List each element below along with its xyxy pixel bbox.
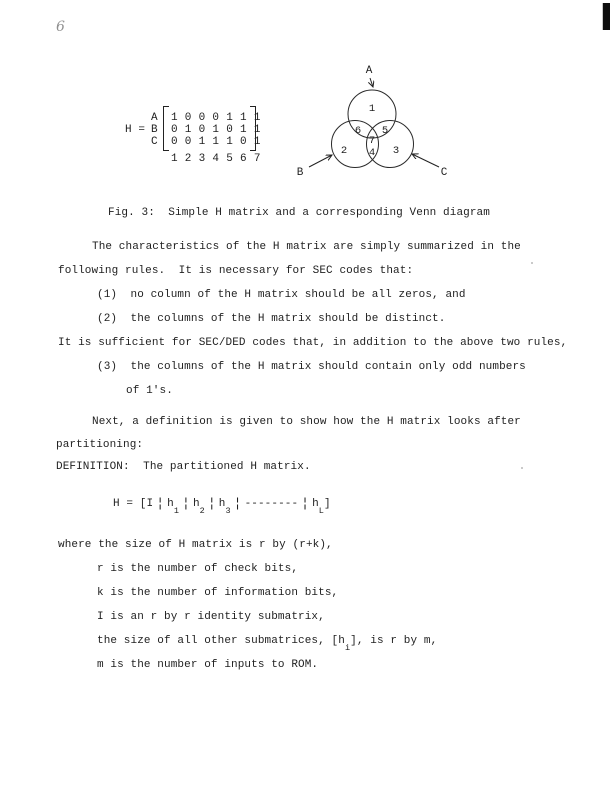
venn-label-b: B — [296, 167, 304, 179]
partition-separator: ¦ — [182, 496, 190, 511]
subscript-2: 2 — [199, 505, 205, 516]
arrow-b — [309, 155, 332, 167]
scan-corner-mark — [602, 3, 610, 30]
rule-3: (3) the columns of the H matrix should contain only odd numbers — [97, 361, 526, 373]
partitioned-h-equation — [113, 496, 331, 516]
where-line: m is the number of inputs to ROM. — [97, 659, 319, 671]
arrow-a — [370, 78, 373, 87]
rule-1: (1) no column of the H matrix should be all zeros, and — [97, 289, 466, 301]
venn-region-5: 5 — [381, 125, 389, 137]
page-number: 6 — [56, 19, 65, 35]
matrix-row-label: C — [151, 136, 158, 148]
equation-ellipsis-dashes: -------- — [244, 498, 299, 510]
submatrix-hL: h — [312, 498, 319, 510]
venn-region-1: 1 — [368, 103, 376, 115]
subscript-i: i — [344, 642, 351, 653]
scan-speck — [531, 262, 533, 264]
arrow-c — [412, 154, 439, 167]
submatrix-h3: h — [218, 498, 226, 510]
matrix-row-label: A — [151, 112, 158, 124]
body-line: The characteristics of the H matrix are simply summarized in the — [92, 241, 521, 253]
body-line: It is sufficient for SEC/DED codes that, in addition to the above two rules, — [58, 337, 568, 349]
where-line: where the size of H matrix is r by (r+k), — [58, 539, 333, 551]
venn-diagram — [288, 58, 468, 183]
partition-separator: ¦ — [207, 496, 216, 511]
partition-separator: ¦ — [233, 496, 242, 511]
venn-label-c: C — [440, 167, 448, 179]
submatrix-h1: h — [167, 498, 174, 510]
equation-open: H = [I — [113, 498, 154, 510]
rule-2: (2) the columns of the H matrix should be distinct. — [97, 313, 446, 325]
body-line: following rules. It is necessary for SEC codes that: — [58, 265, 414, 277]
venn-region-4: 4 — [368, 147, 376, 159]
venn-region-3: 3 — [392, 145, 400, 157]
where-line: k is the number of information bits, — [97, 587, 339, 599]
figure-caption: Fig. 3: Simple H matrix and a corresponding Venn diagram — [108, 207, 490, 219]
partition-separator: ¦ — [156, 496, 165, 511]
matrix-lhs: H = — [125, 124, 146, 136]
matrix-column-indices: 1 2 3 4 5 6 7 — [171, 153, 261, 165]
definition-line: DEFINITION: The partitioned H matrix. — [56, 461, 311, 473]
matrix-row: 0 1 0 1 0 1 1 — [171, 124, 261, 136]
where-line: I is an r by r identity submatrix, — [97, 611, 325, 623]
where-line: r is the number of check bits, — [97, 563, 299, 575]
subscript-3: 3 — [225, 505, 231, 516]
rule-3-continued: of 1's. — [126, 385, 173, 397]
scan-speck — [521, 467, 523, 469]
partition-separator: ¦ — [301, 496, 310, 511]
venn-region-7: 7 — [368, 135, 376, 147]
body-line: partitioning: — [56, 439, 144, 451]
where-line-text: ], is r by m, — [350, 635, 438, 647]
subscript-L: L — [318, 505, 324, 516]
venn-label-a: A — [365, 65, 373, 77]
where-line-text: the size of all other submatrices, [h — [97, 635, 345, 647]
matrix-row-label: B — [151, 124, 158, 136]
matrix-row: 1 0 0 0 1 1 1 — [171, 112, 261, 124]
venn-region-2: 2 — [340, 145, 348, 157]
venn-region-6: 6 — [354, 125, 362, 137]
matrix-right-bracket — [250, 106, 256, 151]
body-line: Next, a definition is given to show how the H matrix looks after — [92, 416, 521, 428]
subscript-1: 1 — [173, 505, 180, 516]
where-line-submatrices — [97, 634, 438, 653]
matrix-left-bracket — [163, 106, 169, 151]
matrix-row: 0 0 1 1 1 0 1 — [171, 136, 261, 148]
equation-close: ] — [323, 498, 331, 510]
submatrix-h2: h — [192, 498, 200, 510]
